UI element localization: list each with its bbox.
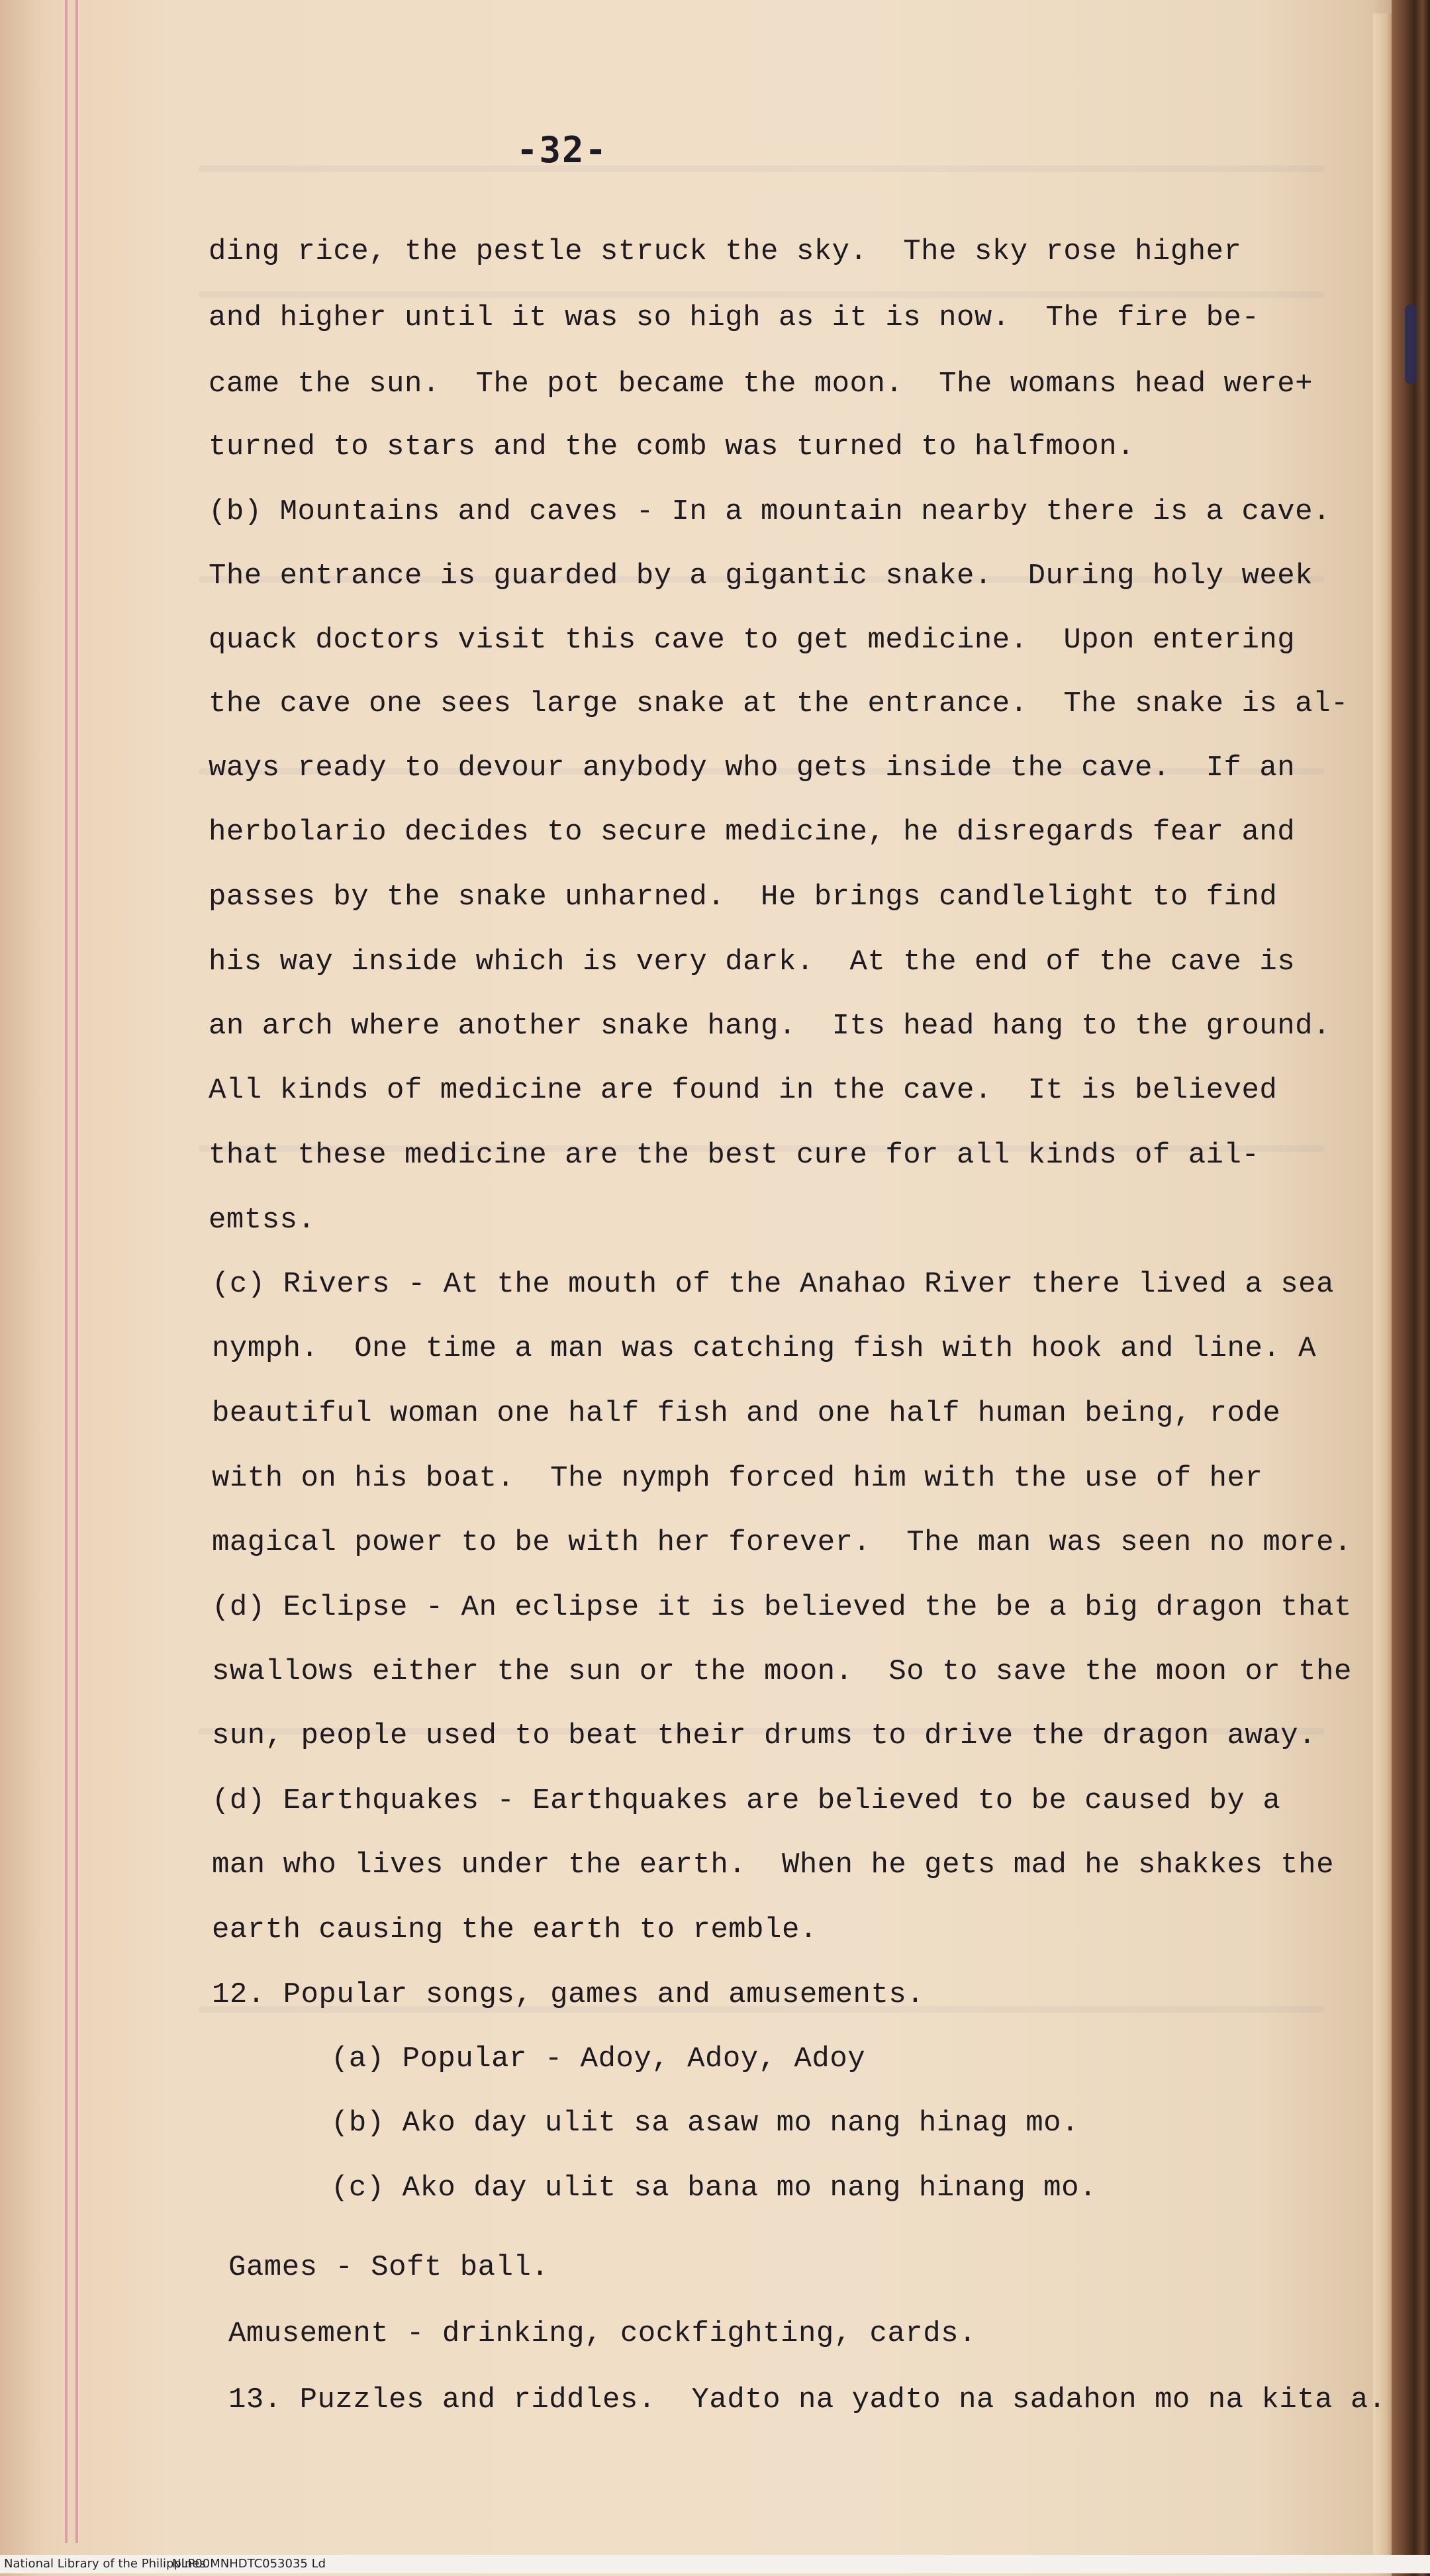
text-line: passes by the snake unharned. He brings candlelight to find (209, 881, 1278, 914)
text-line: quack doctors visit this cave to get medicine. Upon entering (209, 624, 1296, 657)
text-line: The entrance is guarded by a gigantic snake. During holy week (209, 559, 1313, 593)
text-line: and higher until it was so high as it is now. The fire be- (209, 301, 1260, 334)
text-line: earth causing the earth to remble. (212, 1913, 818, 1946)
margin-rule-left (65, 0, 68, 2543)
text-line: ding rice, the pestle struck the sky. The sky rose higher (209, 235, 1242, 268)
section-heading: 12. Popular songs, games and amusements. (212, 1978, 925, 2011)
text-line: herbolario decides to secure medicine, he disregards fear and (209, 816, 1296, 849)
archive-footer (0, 2555, 1430, 2573)
bleed-through-line (199, 291, 1324, 298)
text-line: the cave one sees large snake at the entrance. The snake is al- (209, 687, 1349, 720)
ink-mark (1405, 305, 1417, 384)
text-line: man who lives under the earth. When he gets mad he shakkes the (212, 1848, 1334, 1882)
footer-institution: National Library of the Philippines (4, 2557, 206, 2571)
page-number: -32- (516, 129, 608, 171)
text-line: (d) Earthquakes - Earthquakes are believed to be caused by a (212, 1784, 1281, 1817)
text-line: Amusement - drinking, cockfighting, cards. (228, 2317, 977, 2350)
text-line: came the sun. The pot became the moon. The womans head were+ (209, 367, 1313, 401)
text-line: (c) Ako day ulit sa bana mo nang hinang mo. (331, 2171, 1097, 2205)
text-line: All kinds of medicine are found in the cave. It is believed (209, 1074, 1278, 1107)
text-line: nymph. One time a man was catching fish with hook and line. A (212, 1332, 1317, 1365)
text-line: (b) Ako day ulit sa asaw mo nang hinag mo. (331, 2107, 1079, 2140)
bleed-through-line (199, 166, 1324, 172)
text-line: swallows either the sun or the moon. So to save the moon or the (212, 1655, 1352, 1688)
text-line: an arch where another snake hang. Its head hang to the ground. (209, 1010, 1331, 1043)
footer-identifier: NLP00MNHDTC053035 Ld (172, 2557, 326, 2571)
text-line: (b) Mountains and caves - In a mountain nearby there is a cave. (209, 495, 1331, 528)
text-line: that these medicine are the best cure for all kinds of ail- (209, 1139, 1260, 1172)
page-edge (1373, 13, 1392, 2555)
text-line: emtss. (209, 1204, 316, 1237)
text-line: with on his boat. The nymph forced him with the use of her (212, 1462, 1263, 1495)
text-line: (d) Eclipse - An eclipse it is believed the be a big dragon that (212, 1591, 1352, 1624)
text-line: Games - Soft ball. (228, 2251, 549, 2284)
text-line: sun, people used to beat their drums to drive the dragon away. (212, 1719, 1317, 1752)
section-heading: 13. Puzzles and riddles. Yadto na yadto na sadahon mo na kita a. (228, 2383, 1386, 2416)
book-spine-edge (1392, 0, 1430, 2576)
text-line: turned to stars and the comb was turned to halfmoon. (209, 430, 1135, 463)
text-line: (c) Rivers - At the mouth of the Anahao River there lived a sea (212, 1268, 1334, 1301)
text-line: beautiful woman one half fish and one half human being, rode (212, 1397, 1281, 1430)
text-line: ways ready to devour anybody who gets inside the cave. If an (209, 751, 1296, 785)
margin-rule-right (75, 0, 78, 2543)
text-line: magical power to be with her forever. The man was seen no more. (212, 1526, 1352, 1559)
text-line: his way inside which is very dark. At the end of the cave is (209, 945, 1296, 978)
text-line: (a) Popular - Adoy, Adoy, Adoy (331, 2042, 866, 2075)
